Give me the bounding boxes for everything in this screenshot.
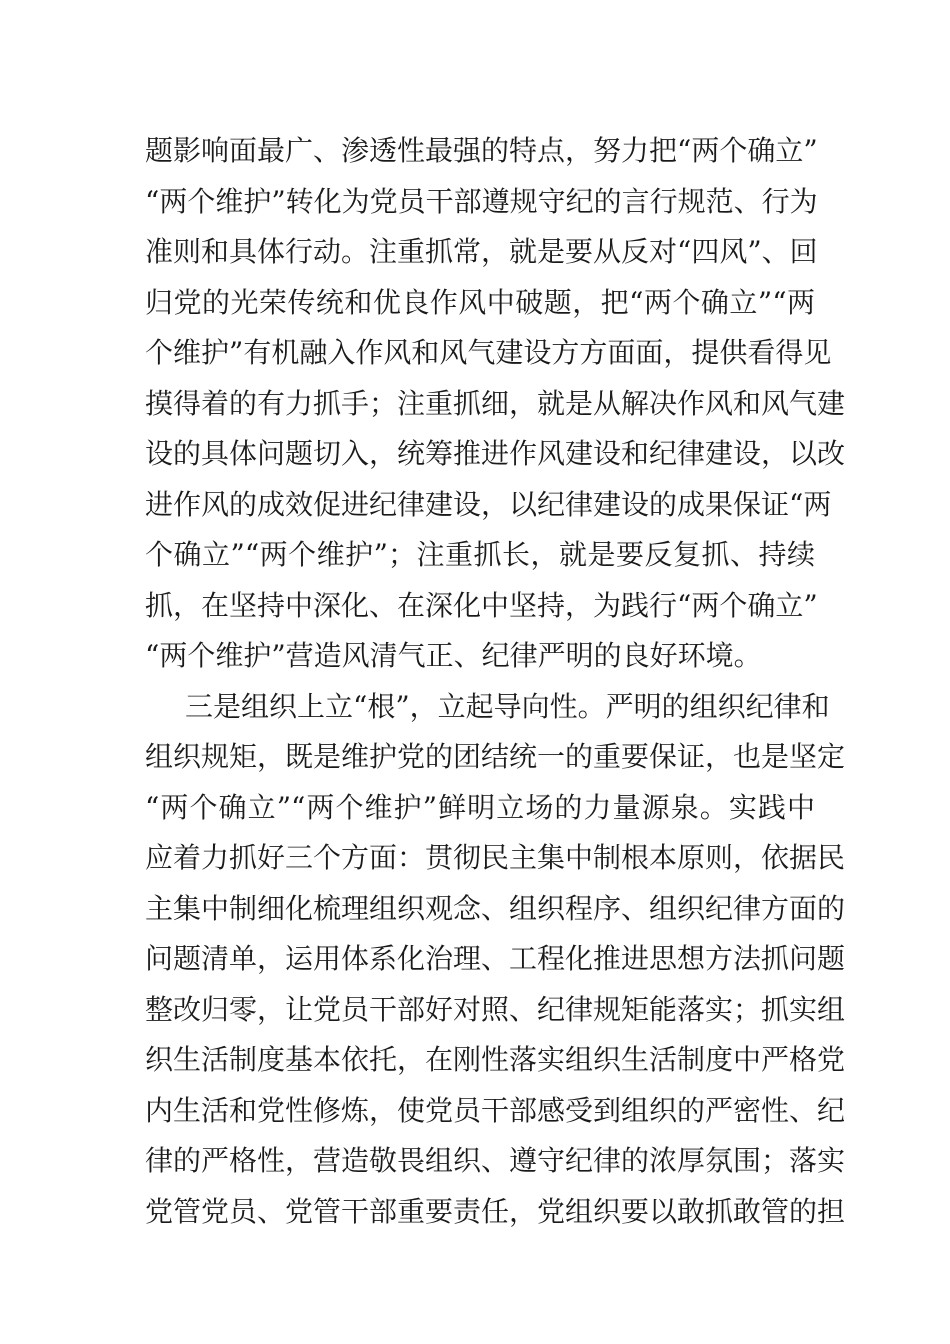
text-line: 个确立”“两个维护”；注重抓长，就是要反复抓、持续 [145,538,815,571]
text-line: 内生活和党性修炼，使党员干部感受到组织的严密性、纪 [145,1093,846,1127]
text-line: 进作风的成效促进纪律建设，以纪律建设的成果保证“两 [145,487,832,521]
body-text [145,126,846,1237]
text-line: 织生活制度基本依托，在刚性落实组织生活制度中严格党 [145,1043,846,1076]
paragraph-start-line: 三是组织上立“根”，立起导向性。严明的组织纪律和 [185,689,830,723]
text-line: “两个维护”转化为党员干部遵规守纪的言行规范、行为 [145,184,818,218]
text-line: 组织规矩，既是维护党的团结统一的重要保证，也是坚定 [145,740,846,773]
text-line: 设的具体问题切入，统筹推进作风建设和纪律建设，以改 [145,437,846,470]
text-line: 问题清单，运用体系化治理、工程化推进思想方法抓问题 [145,942,846,975]
text-line: 题影响面最广、渗透性最强的特点，努力把“两个确立” [145,134,818,167]
text-line: 归党的光荣传统和优良作风中破题，把“两个确立”“两 [145,285,815,319]
text-line: 摸得着的有力抓手；注重抓细，就是从解决作风和风气建 [145,386,846,420]
text-line: 准则和具体行动。注重抓常，就是要从反对“四风”、回 [145,235,818,268]
text-line: 党管党员、党管干部重要责任，党组织要以敢抓敢管的担 [145,1194,846,1228]
text-line: 个维护”有机融入作风和风气建设方方面面，提供看得见 [145,336,832,369]
text-line: 应着力抓好三个方面：贯彻民主集中制根本原则，依据民 [145,841,846,874]
text-line: 主集中制细化梳理组织观念、组织程序、组织纪律方面的 [145,891,846,925]
text-line: 抓，在坚持中深化、在深化中坚持，为践行“两个确立” [145,588,818,622]
paragraph-end-line: “两个维护”营造风清气正、纪律严明的良好环境。 [145,639,762,672]
text-line: “两个确立”“两个维护”鲜明立场的力量源泉。实践中 [145,790,815,824]
text-line: 整改归零，让党员干部好对照、纪律规矩能落实；抓实组 [145,992,846,1026]
text-line: 律的严格性，营造敬畏组织、遵守纪律的浓厚氛围；落实 [145,1144,846,1177]
